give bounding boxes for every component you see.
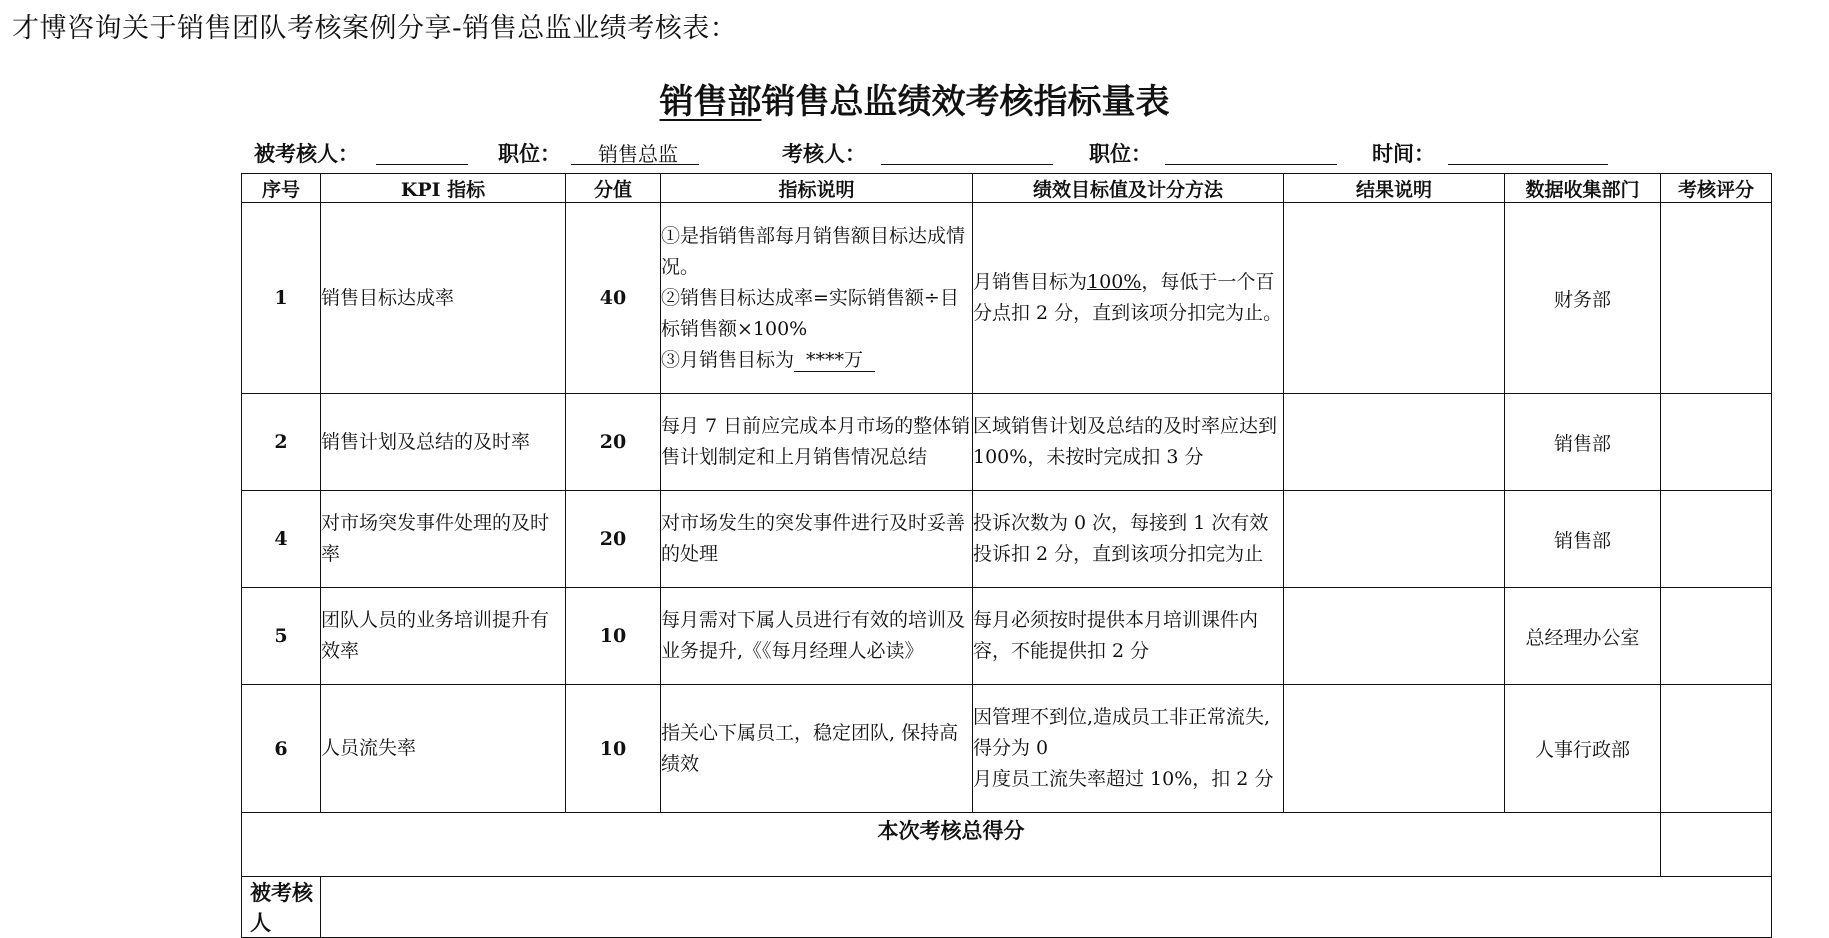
document-title	[0, 74, 1829, 123]
dept-cell: 销售部	[1505, 394, 1661, 491]
position-label: 职位：	[498, 141, 561, 166]
dept-cell: 人事行政部	[1505, 685, 1661, 813]
kpi-name: 团队人员的业务培训提升有效率	[321, 588, 566, 685]
result-cell[interactable]	[1284, 394, 1505, 491]
score-value: 20	[566, 491, 661, 588]
rating-cell[interactable]	[1661, 588, 1772, 685]
signature-row	[242, 877, 1772, 938]
target-post: ，每低于一个百分点扣 2 分，直到该项分扣完为止。	[973, 271, 1283, 324]
indicator-description: 对市场发生的突发事件进行及时妥善的处理	[661, 491, 973, 588]
column-header: 序号	[242, 174, 321, 203]
kpi-table	[241, 173, 1772, 938]
desc-line	[661, 345, 972, 376]
row-number: 6	[242, 685, 321, 813]
assessor-blank[interactable]	[881, 164, 1053, 165]
table-row	[242, 394, 1772, 491]
row-number: 1	[242, 203, 321, 394]
title-underlined-part: 销售部	[659, 82, 762, 122]
column-header: 分值	[566, 174, 661, 203]
position2-blank[interactable]	[1165, 164, 1337, 165]
column-header: KPI 指标	[321, 174, 566, 203]
score-value: 10	[566, 588, 661, 685]
table-row	[242, 588, 1772, 685]
assessee-label: 被考核人：	[254, 141, 359, 166]
column-header: 结果说明	[1284, 174, 1505, 203]
rating-cell[interactable]	[1661, 394, 1772, 491]
desc-line: ②销售目标达成率=实际销售额÷目标销售额×100%	[661, 286, 959, 340]
column-header: 考核评分	[1661, 174, 1772, 203]
total-score-label: 本次考核总得分	[242, 813, 1661, 877]
table-header-row	[242, 174, 1772, 203]
kpi-name: 销售计划及总结的及时率	[321, 394, 566, 491]
row-number: 2	[242, 394, 321, 491]
dept-cell: 财务部	[1505, 203, 1661, 394]
indicator-description	[661, 203, 973, 394]
table-row	[242, 491, 1772, 588]
column-header: 指标说明	[661, 174, 973, 203]
target-method	[973, 685, 1284, 813]
title-rest: 销售总监绩效考核指标量表	[761, 82, 1170, 122]
rating-cell[interactable]	[1661, 203, 1772, 394]
result-cell[interactable]	[1284, 203, 1505, 394]
assessment-header	[254, 138, 1594, 168]
score-value: 20	[566, 394, 661, 491]
time-label: 时间：	[1372, 141, 1435, 166]
sales-target-blank: ****万	[794, 349, 875, 372]
column-header: 绩效目标值及计分方法	[973, 174, 1284, 203]
dept-cell: 总经理办公室	[1505, 588, 1661, 685]
column-header: 数据收集部门	[1505, 174, 1661, 203]
table-row	[242, 203, 1772, 394]
target-line: 因管理不到位,造成员工非正常流失,得分为 0	[973, 706, 1271, 759]
time-blank[interactable]	[1448, 164, 1608, 165]
caption-text: 才博咨询关于销售团队考核案例分享-销售总监业绩考核表：	[12, 13, 738, 44]
position-value: 销售总监	[598, 142, 678, 166]
table-row	[242, 685, 1772, 813]
kpi-name: 人员流失率	[321, 685, 566, 813]
target-method	[973, 203, 1284, 394]
assessee-blank[interactable]	[376, 164, 468, 165]
indicator-description: 每月需对下属人员进行有效的培训及业务提升,《《每月经理人必读》	[661, 588, 973, 685]
row-number: 4	[242, 491, 321, 588]
desc-line-text: ③月销售目标为	[661, 348, 795, 371]
dept-cell: 销售部	[1505, 491, 1661, 588]
result-cell[interactable]	[1284, 588, 1505, 685]
signature-cell[interactable]	[321, 877, 1772, 938]
total-score-cell[interactable]	[1661, 813, 1772, 877]
rating-cell[interactable]	[1661, 491, 1772, 588]
target-method: 区域销售计划及总结的及时率应达到 100%，未按时完成扣 3 分	[973, 394, 1284, 491]
row-number: 5	[242, 588, 321, 685]
result-cell[interactable]	[1284, 685, 1505, 813]
result-cell[interactable]	[1284, 491, 1505, 588]
total-row	[242, 813, 1772, 877]
assessor-label: 考核人：	[782, 141, 866, 166]
desc-line: ①是指销售部每月销售额目标达成情况。	[661, 224, 966, 278]
target-method: 每月必须按时提供本月培训课件内容，不能提供扣 2 分	[973, 588, 1284, 685]
kpi-name: 销售目标达成率	[321, 203, 566, 394]
signature-label: 被考核人	[242, 877, 321, 938]
score-value: 40	[566, 203, 661, 394]
indicator-description: 每月 7 日前应完成本月市场的整体销售计划制定和上月销售情况总结	[661, 394, 973, 491]
position2-label: 职位：	[1089, 141, 1152, 166]
rating-cell[interactable]	[1661, 685, 1772, 813]
indicator-description: 指关心下属员工，稳定团队, 保持高绩效	[661, 685, 973, 813]
score-value: 10	[566, 685, 661, 813]
target-method: 投诉次数为 0 次，每接到 1 次有效投诉扣 2 分，直到该项分扣完为止	[973, 491, 1284, 588]
target-line: 月度员工流失率超过 10%，扣 2 分	[973, 768, 1274, 790]
target-pre: 月销售目标为	[973, 271, 1088, 293]
kpi-name: 对市场突发事件处理的及时率	[321, 491, 566, 588]
target-underlined: 100%	[1087, 271, 1142, 293]
